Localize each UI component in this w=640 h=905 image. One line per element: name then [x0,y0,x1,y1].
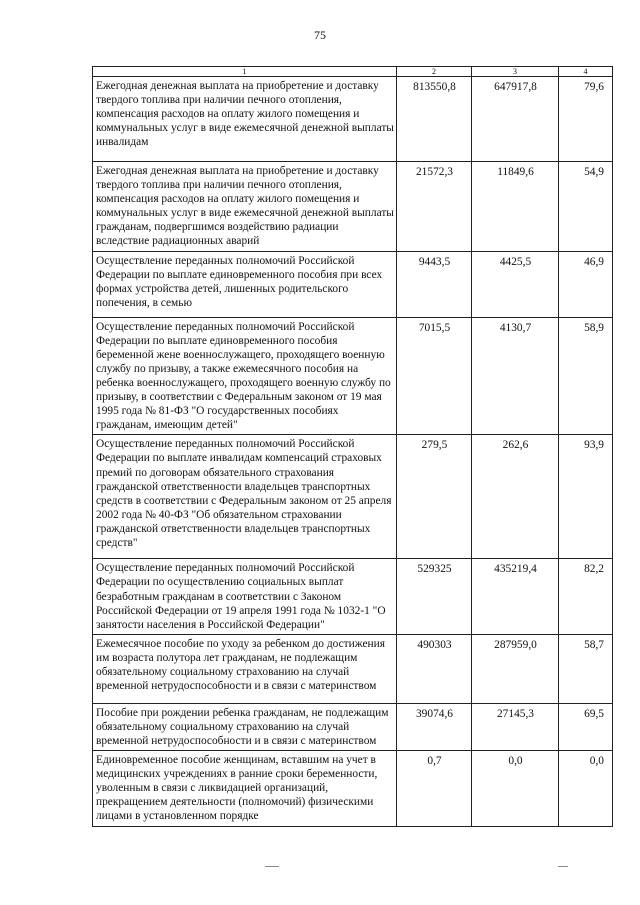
header-col-3: 3 [472,67,559,77]
row-value-col2: 0,7 [397,751,472,826]
row-value-col2: 529325 [397,559,472,634]
row-value-col2: 7015,5 [397,317,472,435]
footer-dash-right [558,866,568,867]
table-row [93,751,613,826]
row-description: Ежегодная денежная выплата на приобретение и доставку твердого топлива при наличии печного отопления, компенсация расходов на оплату жилого помещения и коммунальных услуг в виде ежемесячной денежной выплаты гражданам, подвергшимся воздействию радиации вследствие радиационных аварий [93,162,397,252]
row-value-col2: 279,5 [397,435,472,559]
row-value-col3: 11849,6 [472,162,559,252]
row-value-col3: 435219,4 [472,559,559,634]
table-row [93,634,613,703]
table-row [93,317,613,435]
page-number: 75 [314,28,326,42]
row-description: Ежемесячное пособие по уходу за ребенком до достижения им возраста полутора лет гражданам, не подлежащим обязательному социальному страхованию на случай временной нетрудоспособности и в связи с материнством [93,634,397,703]
row-description: Осуществление переданных полномочий Российской Федерации по выплате единовременного пособия беременной жене военнослужащего, проходящего военную службу по призыву, а также ежемесячного пособия на ребенка военнослужащего, проходящего военную службу по призыву, в соответствии с Федеральным законом от 19 мая 1995 года № 81-ФЗ "О государственных пособиях гражданам, имеющим детей" [93,317,397,435]
table-row [93,559,613,634]
row-value-col4: 0,0 [559,751,613,826]
budget-table [92,66,613,827]
table-header-row [93,67,613,77]
row-value-col2: 21572,3 [397,162,472,252]
table-row [93,703,613,750]
row-value-col4: 54,9 [559,162,613,252]
row-value-col3: 287959,0 [472,634,559,703]
row-value-col4: 46,9 [559,251,613,317]
row-value-col3: 27145,3 [472,703,559,750]
row-value-col2: 813550,8 [397,77,472,162]
row-description: Осуществление переданных полномочий Российской Федерации по выплате единовременного пособия при всех формах устройства детей, лишенных родительского попечения, в семью [93,251,397,317]
row-value-col4: 58,7 [559,634,613,703]
row-value-col2: 490303 [397,634,472,703]
row-value-col2: 39074,6 [397,703,472,750]
row-value-col3: 0,0 [472,751,559,826]
row-description: Единовременное пособие женщинам, вставшим на учет в медицинских учреждениях в ранние сроки беременности, уволенным в связи с ликвидацией организаций, прекращением деятельности (полномочий) физическими лицами в установленном порядке [93,751,397,826]
row-description: Ежегодная денежная выплата на приобретение и доставку твердого топлива при наличии печного отопления, компенсация расходов на оплату жилого помещения и коммунальных услуг в виде ежемесячной денежной выплаты инвалидам [93,77,397,162]
header-col-4: 4 [559,67,613,77]
table-row [93,251,613,317]
row-value-col2: 9443,5 [397,251,472,317]
row-value-col4: 79,6 [559,77,613,162]
row-value-col3: 262,6 [472,435,559,559]
header-col-1: 1 [93,67,397,77]
row-value-col3: 4425,5 [472,251,559,317]
row-value-col4: 69,5 [559,703,613,750]
row-value-col3: 647917,8 [472,77,559,162]
row-value-col3: 4130,7 [472,317,559,435]
row-value-col4: 58,9 [559,317,613,435]
row-description: Пособие при рождении ребенка гражданам, не подлежащим обязательному социальному страхованию на случай временной нетрудоспособности и в связи с материнством [93,703,397,750]
header-col-2: 2 [397,67,472,77]
row-description: Осуществление переданных полномочий Российской Федерации по осуществлению социальных выплат безработным гражданам в соответствии с Законом Российской Федерации от 19 апреля 1991 года № 1032-1 "О занятости населения в Российской Федерации" [93,559,397,634]
row-value-col4: 93,9 [559,435,613,559]
row-description: Осуществление переданных полномочий Российской Федерации по выплате инвалидам компенсаций страховых премий по договорам обязательного страхования гражданской ответственности владельцев транспортных средств в соответствии с Федеральным законом от 25 апреля 2002 года № 40-ФЗ "Об обязательном страховании гражданской ответственности владельцев транспортных средств" [93,435,397,559]
footer-dash-left [265,866,279,867]
row-value-col4: 82,2 [559,559,613,634]
table-row [93,162,613,252]
table-row [93,77,613,162]
table-row [93,435,613,559]
